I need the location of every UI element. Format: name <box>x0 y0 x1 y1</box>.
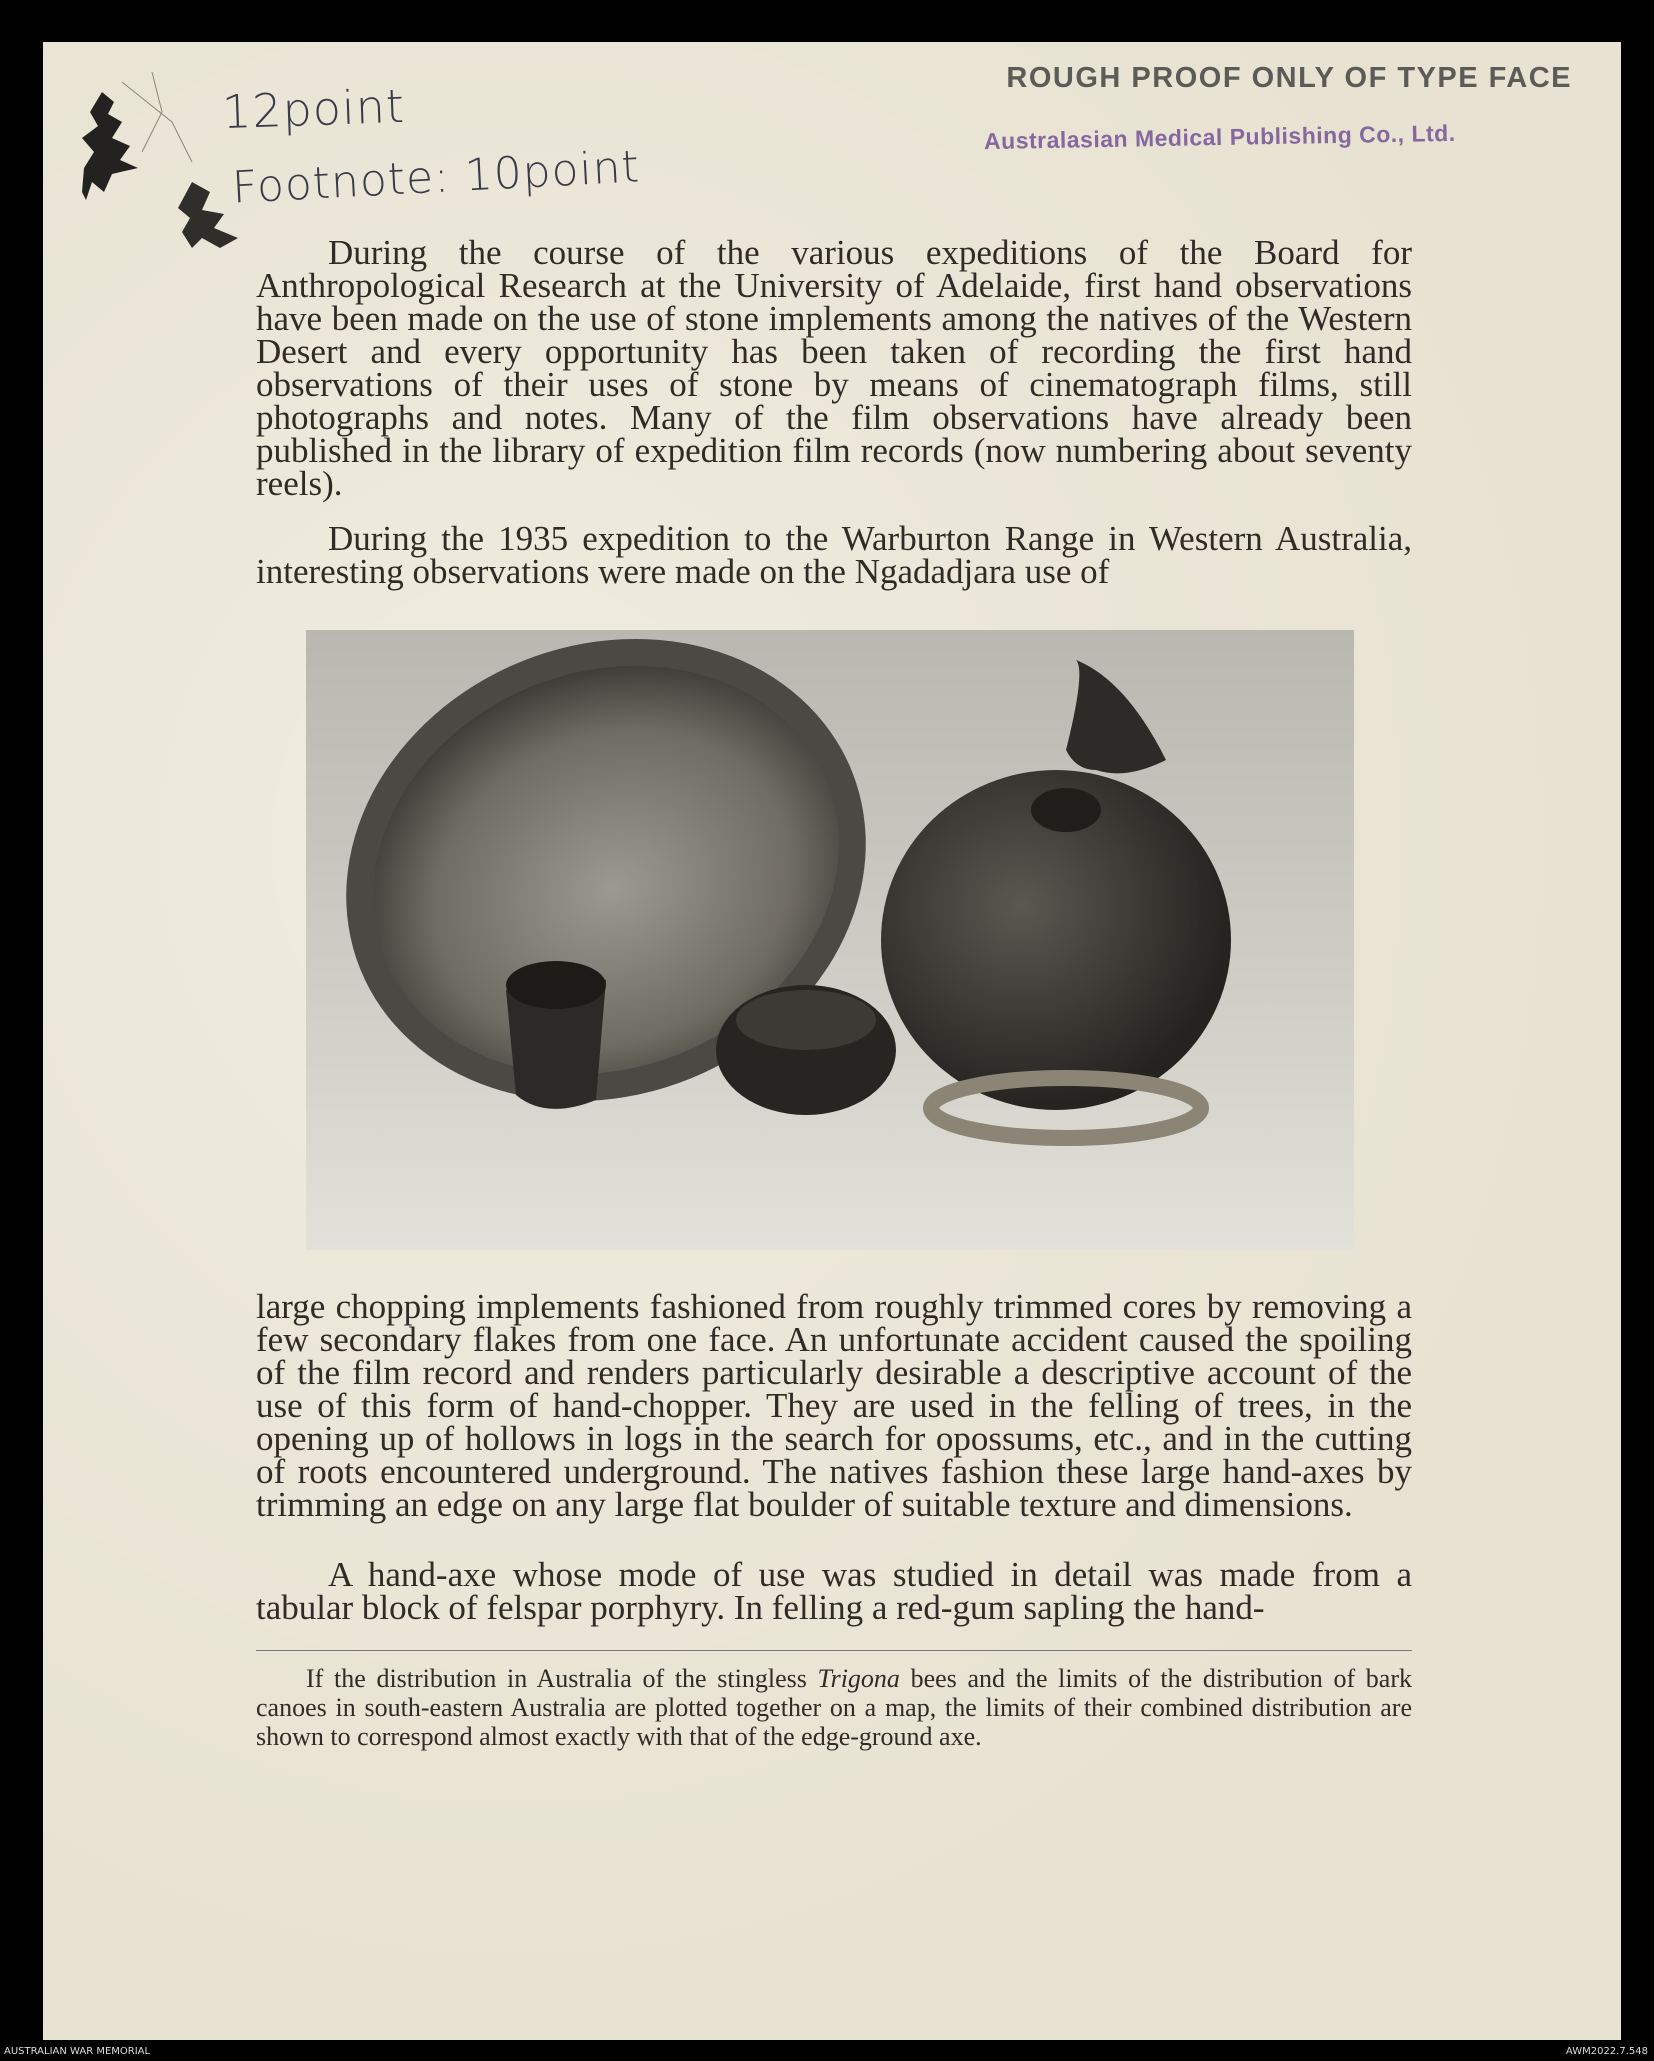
handwritten-note-footnote-size: Footnote: 10point <box>230 141 642 214</box>
footnote-text-end: bees and the limits of the distribution of bark canoes in south-eastern Australia are plotted together on a map, the limits of their combined distribution are shown to correspond almost exactly with that of the edge-ground axe. <box>256 1664 1412 1751</box>
archive-caption-left: AUSTRALIAN WAR MEMORIAL <box>4 2046 151 2057</box>
archive-caption-right: AWM2022.7.548 <box>1565 2046 1648 2057</box>
handwritten-note-point-size: 12point <box>221 78 406 140</box>
torn-corner-damage <box>42 42 272 252</box>
body-paragraph-1: During the course of the various expeditions of the Board for Anthropological Research at the University of Adelaide, first hand observations have been made on the use of stone implements among the natives of the Western Desert and every opportunity has been taken of recording the first hand observations of their uses of stone by means of cinematograph films, still photographs and notes. Many of the film observations have already been published in the library of expedition film records (now numbering about seventy reels). <box>256 233 1412 503</box>
body-paragraph-2: During the 1935 expedition to the Warburton Range in Western Australia, interesting observations were made on the Ngadadjara use of <box>256 519 1412 591</box>
body-paragraph-3: large chopping implements fashioned from roughly trimmed cores by removing a few secondary flakes from one face. An unfortunate accident caused the spoiling of the film record and renders particularly desirable a descriptive account of the use of this form of hand-chopper. They are used in the felling of trees, in the opening up of hollows in logs in the search for opossums, etc., and in the cutting of roots encountered underground. The natives fashion these large hand-axes by trimming an edge on any large flat boulder of suitable texture and dimensions. <box>256 1287 1412 1524</box>
footnote-text-start: If the distribution in Australia of the stingless <box>306 1664 818 1693</box>
footnote-divider <box>256 1650 1412 1651</box>
proof-notice-header: ROUGH PROOF ONLY OF TYPE FACE <box>1006 62 1572 94</box>
footnote <box>256 1664 1412 1751</box>
artifacts-photograph <box>306 630 1354 1250</box>
publisher-stamp: Australasian Medical Publishing Co., Ltd. <box>983 119 1456 155</box>
footnote-italic-term: Trigona <box>817 1664 900 1693</box>
body-paragraph-4: A hand-axe whose mode of use was studied in detail was made from a tabular block of felspar porphyry. In felling a red-gum sapling the hand- <box>256 1555 1412 1627</box>
artifacts-photograph-image <box>306 630 1354 1250</box>
